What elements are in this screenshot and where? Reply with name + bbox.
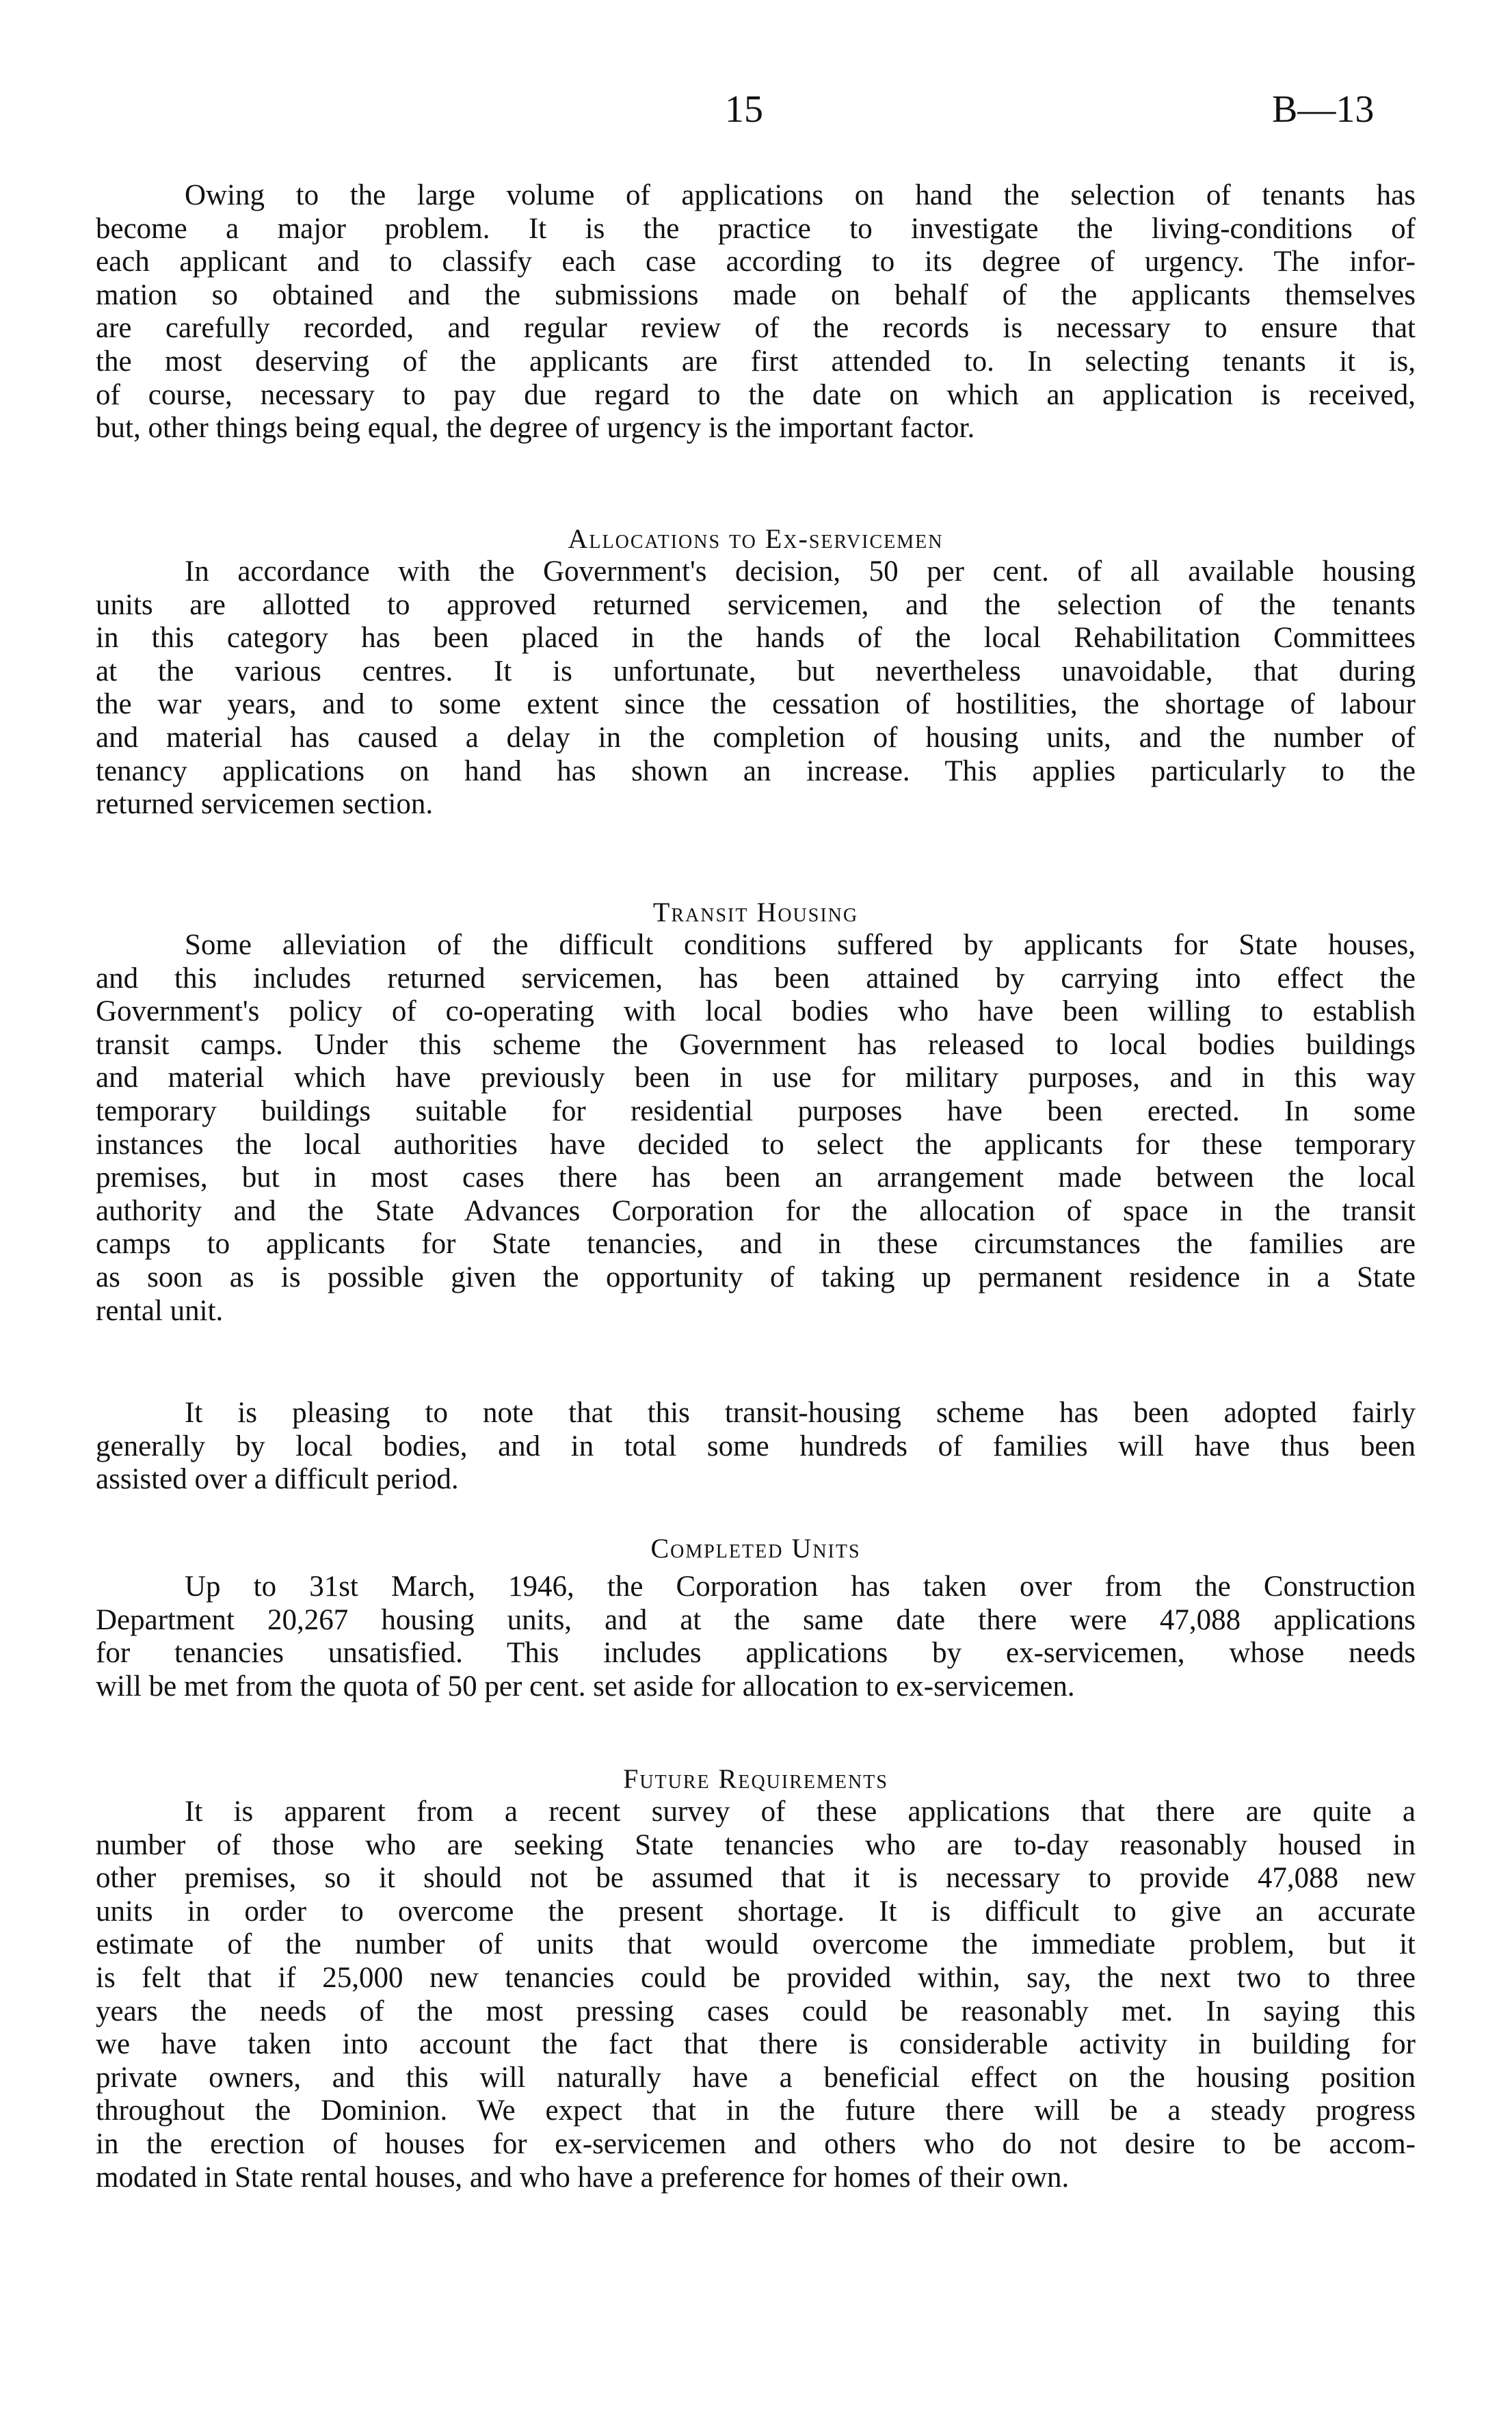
text-line: assisted over a difficult period. — [96, 1463, 459, 1496]
text-line: and material has caused a delay in the completion of housing units, and the number of — [96, 721, 1416, 754]
text-line: in this category has been placed in the hands of the local Rehabilitation Committees — [96, 622, 1416, 655]
text-line: is felt that if 25,000 new tenancies could be provided within, say, the next two to three — [96, 1961, 1416, 1994]
text-line: private owners, and this will naturally have a beneficial effect on the housing position — [96, 2061, 1416, 2094]
section-heading-future-requirements: Future Requirements — [623, 1763, 888, 1794]
text-line: throughout the Dominion. We expect that in the future there will be a steady progress — [96, 2094, 1416, 2127]
text-line: for tenancies unsatisfied. This includes applications by ex-servicemen, whose needs — [96, 1637, 1416, 1670]
text-line: Up to 31st March, 1946, the Corporation has taken over from the Construction — [185, 1571, 1416, 1603]
text-line: rental unit. — [96, 1294, 224, 1327]
text-line: other premises, so it should not be assumed that it is necessary to provide 47,088 new — [96, 1862, 1416, 1895]
text-line: modated in State rental houses, and who have a preference for homes of their own. — [96, 2161, 1070, 2194]
document-reference: B—13 — [1272, 88, 1375, 131]
paragraph-intro — [96, 179, 1416, 445]
text-line: tenancy applications on hand has shown an increase. This applies particularly to the — [96, 754, 1416, 787]
text-line: of course, necessary to pay due regard to the date on which an application is received, — [96, 378, 1416, 411]
text-line: Owing to the large volume of applications on hand the selection of tenants has — [185, 179, 1416, 211]
paragraph-ex-servicemen — [96, 555, 1416, 822]
text-line: premises, but in most cases there has been an arrangement made between the local — [96, 1161, 1416, 1194]
text-line: instances the local authorities have decided to select the applicants for these temporary — [96, 1128, 1416, 1161]
text-line: Government's policy of co-operating with local bodies who have been willing to establish — [96, 995, 1416, 1028]
page-number: 15 — [725, 88, 763, 131]
text-line: mation so obtained and the submissions made on behalf of the applicants themselves — [96, 278, 1416, 311]
text-line: transit camps. Under this scheme the Government has released to local bodies buildings — [96, 1028, 1416, 1061]
text-line: become a major problem. It is the practice to investigate the living-conditions of — [96, 212, 1416, 245]
text-line: each applicant and to classify each case according to its degree of urgency. The infor- — [96, 246, 1416, 278]
text-line: units in order to overcome the present shortage. It is difficult to give an accurate — [96, 1895, 1416, 1928]
text-line: units are allotted to approved returned servicemen, and the selection of the tenants — [96, 588, 1416, 621]
text-line: It is pleasing to note that this transit-housing scheme has been adopted fairly — [185, 1397, 1416, 1429]
text-line: In accordance with the Government's decision, 50 per cent. of all available housing — [185, 555, 1416, 588]
text-line: authority and the State Advances Corporation for the allocation of space in the transit — [96, 1194, 1416, 1227]
text-line: as soon as is possible given the opportunity of taking up permanent residence in a State — [96, 1261, 1416, 1293]
text-line: estimate of the number of units that would overcome the immediate problem, but it — [96, 1928, 1416, 1961]
text-line: will be met from the quota of 50 per cent. set aside for allocation to ex-servicemen. — [96, 1670, 1075, 1703]
paragraph-future-requirements — [96, 1796, 1416, 2194]
text-line: It is apparent from a recent survey of these applications that there are quite a — [185, 1796, 1416, 1828]
text-line: Department 20,267 housing units, and at the same date there were 47,088 applications — [96, 1603, 1416, 1636]
text-line: but, other things being equal, the degree of urgency is the important factor. — [96, 412, 975, 445]
text-line: are carefully recorded, and regular review of the records is necessary to ensure that — [96, 312, 1416, 345]
text-line: temporary buildings suitable for residential purposes have been erected. In some — [96, 1094, 1416, 1127]
text-line: years the needs of the most pressing cases could be reasonably met. In saying this — [96, 1995, 1416, 2027]
section-heading-transit-housing: Transit Housing — [652, 897, 859, 928]
text-line: we have taken into account the fact that there is considerable activity in building for — [96, 2028, 1416, 2061]
text-line: and material which have previously been in use for military purposes, and in this way — [96, 1062, 1416, 1094]
text-line: returned servicemen section. — [96, 788, 434, 821]
paragraph-completed-units — [96, 1571, 1416, 1703]
text-line: generally by local bodies, and in total some hundreds of families will have thus been — [96, 1430, 1416, 1462]
text-line: and this includes returned servicemen, has been attained by carrying into effect the — [96, 962, 1416, 995]
text-line: Some alleviation of the difficult conditions suffered by applicants for State houses, — [185, 929, 1416, 961]
text-line: camps to applicants for State tenancies, and in these circumstances the families are — [96, 1228, 1416, 1261]
text-line: the most deserving of the applicants are first attended to. In selecting tenants it is, — [96, 345, 1416, 378]
text-line: in the erection of houses for ex-servicemen and others who do not desire to be accom- — [96, 2127, 1416, 2160]
paragraph-transit-housing-cont — [96, 1397, 1416, 1497]
section-heading-completed-units: Completed Units — [650, 1533, 861, 1564]
text-line: the war years, and to some extent since the cessation of hostilities, the shortage of labour — [96, 688, 1416, 721]
text-line: number of those who are seeking State tenancies who are to-day reasonably housed in — [96, 1828, 1416, 1861]
paragraph-transit-housing — [96, 929, 1416, 1328]
section-heading-ex-servicemen: Allocations to Ex-servicemen — [568, 523, 944, 554]
text-line: at the various centres. It is unfortunate, but nevertheless unavoidable, that during — [96, 655, 1416, 687]
